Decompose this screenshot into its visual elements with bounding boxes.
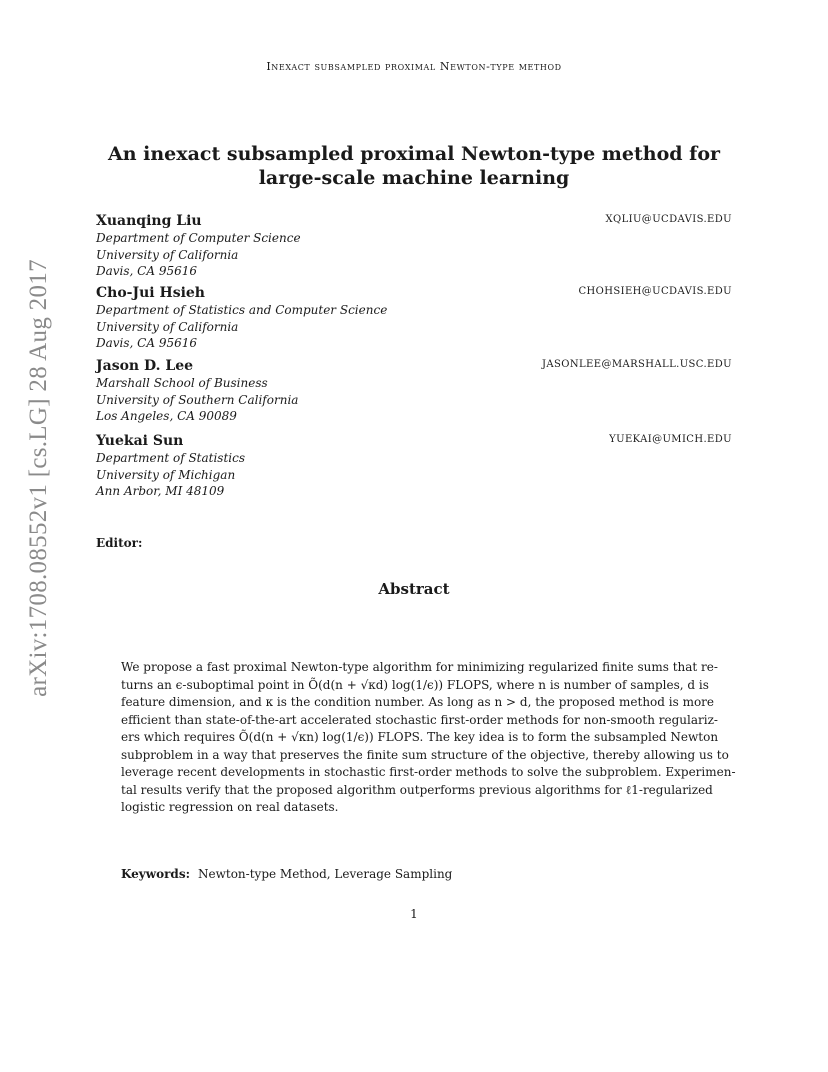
author-block-liu [96,212,732,280]
keywords-label: Keywords: [121,867,191,881]
abstract-line: feature dimension, and κ is the condition number. As long as n > d, the proposed method is more [121,695,715,709]
page-number: 1 [410,907,418,921]
editor-label: Editor: [96,536,143,550]
title-line: An inexact subsampled proximal Newton-type method for [107,143,721,165]
affiliation-line: University of California [96,247,239,262]
affiliation-line: Department of Computer Science [96,231,301,245]
abstract-line: subproblem in a way that preserves the finite sum structure of the objective, thereby allowing us to [121,747,729,762]
affiliation-line: University of Southern California [96,392,299,407]
title-line: large-scale machine learning [258,167,570,189]
arxiv-identifier-stamp: arXiv:1708.08552v1 [cs.LG] 28 Aug 2017 [25,259,52,697]
paper-title [100,142,728,190]
abstract-line: efficient than state-of-the-art accelerated stochastic first-order methods for non-smooth regulariz- [121,712,718,727]
affiliation-line: Los Angeles, CA 90089 [96,409,237,423]
affiliation-line: Ann Arbor, MI 48109 [96,484,225,498]
abstract-heading: Abstract [378,580,450,598]
affiliation-line: Davis, CA 95616 [96,264,198,278]
abstract-line: We propose a fast proximal Newton-type algorithm for minimizing regularized finite sums that re- [121,660,718,674]
abstract-line: logistic regression on real datasets. [121,800,339,814]
abstract-line: ers which requires Õ(d(n + √κn) log(1/ϵ)) FLOPS. The key idea is to form the subsampled Newton [121,730,719,744]
keywords-text: Newton-type Method, Leverage Sampling [198,867,453,881]
author-block-lee [96,357,732,425]
author-block-hsieh [96,284,732,352]
affiliation-line: Marshall School of Business [96,376,268,390]
affiliation-line: University of California [96,319,239,334]
abstract-line: leverage recent developments in stochastic first-order methods to solve the subproblem. Experimen- [121,765,736,779]
author-name: Jason D. Lee [96,358,194,374]
abstract-body [121,659,736,817]
author-email[interactable]: XQLIU@UCDAVIS.EDU [605,214,732,225]
author-block-sun [96,432,732,500]
author-name: Xuanqing Liu [96,213,202,229]
abstract-line: tal results verify that the proposed algorithm outperforms previous algorithms for ℓ1-regularized [121,782,713,797]
affiliation-line: Davis, CA 95616 [96,336,198,350]
abstract-line: turns an ϵ-suboptimal point in Õ(d(n + √κd) log(1/ϵ)) FLOPS, where n is number of samples, d is [121,677,709,692]
author-name: Yuekai Sun [96,433,184,449]
author-name: Cho-Jui Hsieh [96,285,205,301]
affiliation-line: Department of Statistics and Computer Science [96,303,388,317]
author-email[interactable]: YUEKAI@UMICH.EDU [609,434,732,445]
keywords [121,867,452,881]
affiliation-line: University of Michigan [96,467,236,482]
affiliation-line: Department of Statistics [96,451,245,465]
author-email[interactable]: CHOHSIEH@UCDAVIS.EDU [578,286,732,297]
author-email[interactable]: JASONLEE@MARSHALL.USC.EDU [541,359,732,370]
running-head: Inexact subsampled proximal Newton-type method [266,60,562,73]
